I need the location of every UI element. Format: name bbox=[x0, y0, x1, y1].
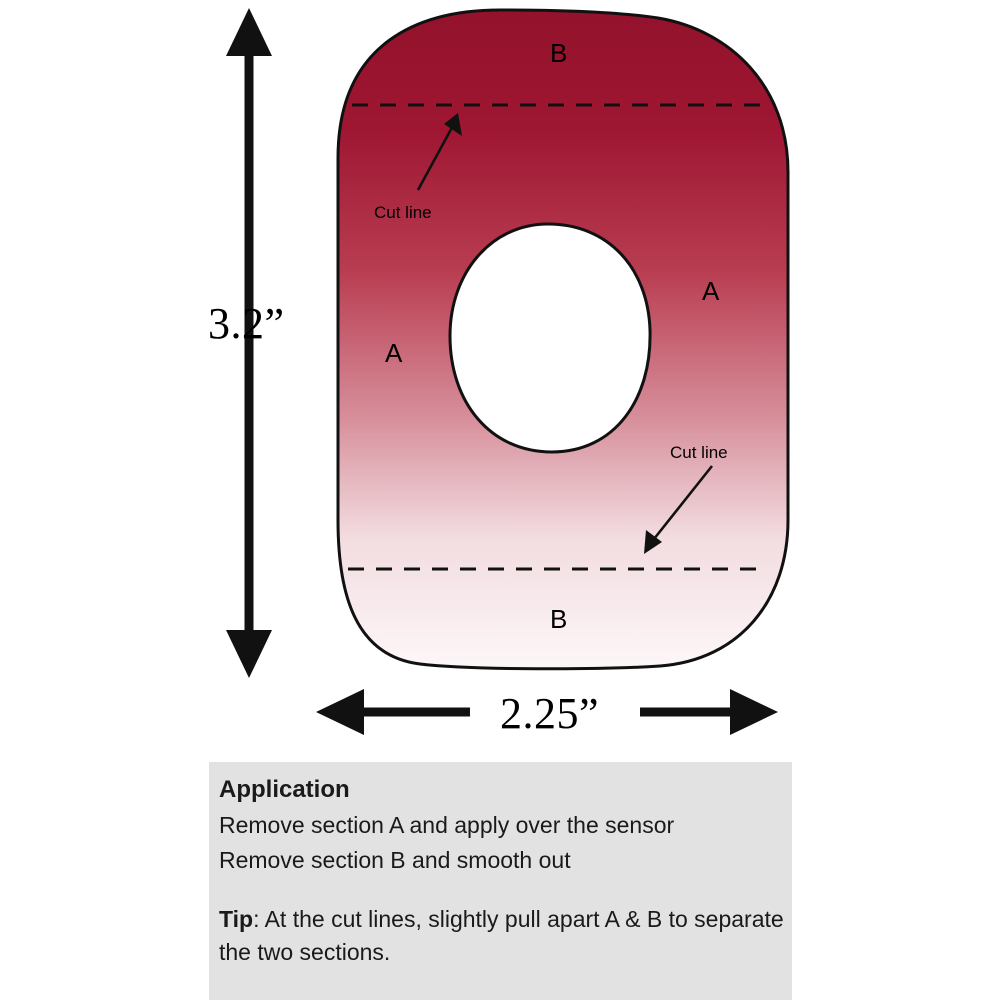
height-dimension-label: 3.2” bbox=[208, 299, 285, 348]
tip-text: At the cut lines, slightly pull apart A & B to separate the two sections. bbox=[219, 906, 784, 966]
tip-separator: : bbox=[253, 906, 265, 932]
application-tip bbox=[219, 903, 789, 970]
width-dimension-label: 2.25” bbox=[500, 689, 600, 738]
application-instructions-panel bbox=[209, 762, 792, 1000]
zone-label-b-bottom: B bbox=[550, 604, 568, 634]
sensor-hole bbox=[450, 224, 650, 452]
application-title: Application bbox=[219, 776, 350, 803]
application-step-2: Remove section B and smooth out bbox=[219, 846, 571, 873]
cut-line-bottom-label: Cut line bbox=[670, 443, 728, 462]
zone-label-b-top: B bbox=[550, 38, 568, 68]
zone-label-a-right: A bbox=[702, 276, 720, 306]
zone-label-a-left: A bbox=[385, 338, 403, 368]
cut-line-top-label: Cut line bbox=[374, 203, 432, 222]
application-step-1: Remove section A and apply over the sensor bbox=[219, 812, 675, 838]
tip-label: Tip bbox=[219, 906, 254, 932]
